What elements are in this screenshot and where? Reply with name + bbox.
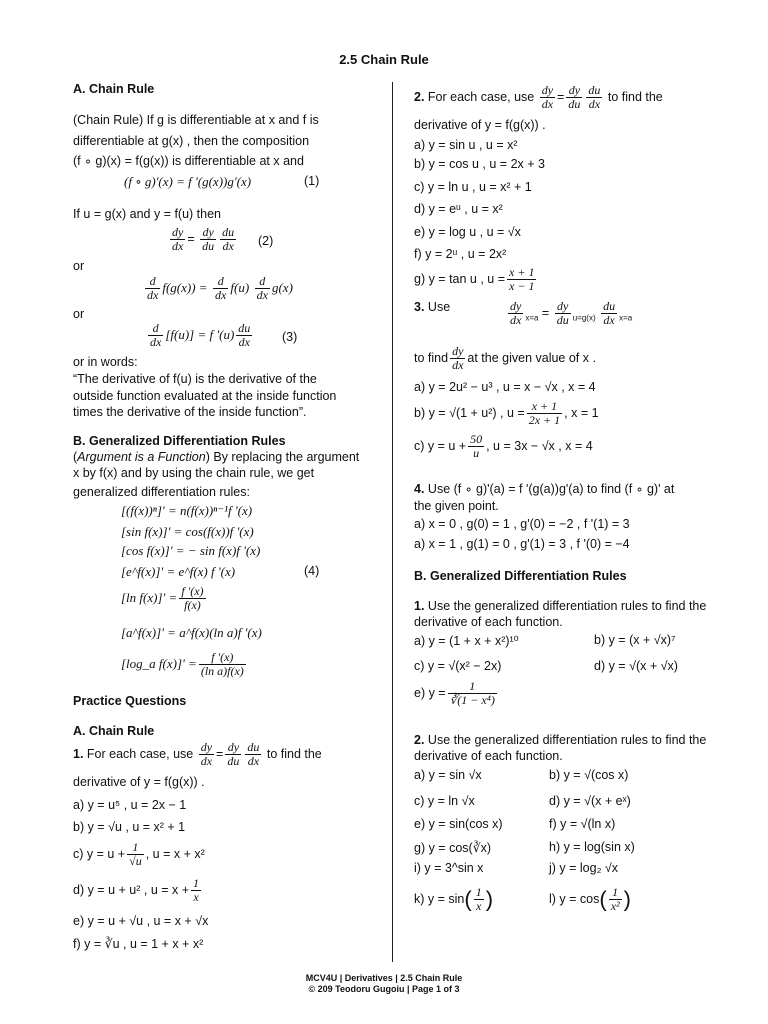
equation-4: $\frac{d}{dx}$ [f(u)] = f '(u) $\frac{du}{dx}$ [150, 321, 251, 349]
practice-q3-formula: $\frac{dy}{dx}$ $_{x=a}$ = $\frac{dy}{du}$ $_{u=g(x)}$ $\frac{du}{dx}$ $_{x=a}$ [510, 299, 633, 327]
practice-q1-item-a: a) y = u⁵ , u = 2x − 1 [73, 798, 187, 812]
equation-1-number: (1) [304, 174, 320, 188]
page-title: 2.5 Chain Rule [339, 52, 429, 67]
quote-line-1: “The derivative of f(u) is the derivative of the [73, 372, 317, 386]
practice-q3-intro-2: to find $\frac{dy}{dx}$ at the given value of x . [414, 344, 596, 372]
rule-log: [log_a f(x)]' = $\frac{f '(x)}{\text{(ln a)f(x)}}$ [121, 650, 244, 678]
practice-q2-item-c: c) y = ln u , u = x² + 1 [414, 180, 532, 194]
generalized-text-line-1: (Argument is a Function) By replacing the argument [73, 450, 360, 464]
practice-b2-intro: 2. Use the generalized differentiation rules to find the [414, 733, 707, 747]
practice-b2-item-i: i) y = 3^sin x [414, 861, 484, 875]
rules-number: (4) [304, 564, 320, 578]
practice-b1-item-c: c) y = √(x² − 2x) [414, 659, 502, 673]
rule-sin: [sin f(x)]' = cos(f(x))f '(x) [121, 524, 254, 539]
equation-3-number: (3) [282, 330, 298, 344]
practice-b2-item-f: f) y = √(ln x) [549, 817, 616, 831]
practice-q2-item-f: f) y = 2ᵘ , u = 2x² [414, 247, 507, 261]
practice-q3-item-a: a) y = 2u² − u³ , u = x − √x , x = 4 [414, 380, 596, 394]
rule-power: [(f(x))ⁿ]' = n(f(x))ⁿ⁻¹f '(x) [121, 503, 253, 518]
practice-q2-item-a: a) y = sin u , u = x² [414, 138, 518, 152]
practice-q2-item-b: b) y = cos u , u = 2x + 3 [414, 157, 545, 171]
chain-rule-line-3: (f ∘ g)(x) = f(g(x)) is differentiable at x and [73, 154, 304, 168]
practice-b2-item-l: l) y = cos( $\frac{1}{\text{x²}}$ ) [549, 885, 631, 913]
practice-b1-item-d: d) y = √(x + √x) [594, 659, 678, 673]
page-footer [0, 973, 768, 995]
practice-q4-intro: 4. Use (f ∘ g)'(a) = f '(g(a))g'(a) to find (f ∘ g)' at [414, 482, 675, 496]
practice-q2-intro-2: derivative of y = f(g(x)) . [414, 118, 546, 132]
rule-cos: [cos f(x)]' = − sin f(x)f '(x) [121, 543, 261, 558]
or-label-1: or [73, 259, 85, 273]
practice-b2-item-h: h) y = log(sin x) [549, 840, 635, 854]
practice-q3-item-c: c) y = u + $\frac{50}{u}$ , u = 3x − √x , x = 4 [414, 432, 593, 460]
footer-line-2: © 209 Teodoru Gugoiu | Page 1 of 3 [308, 984, 460, 994]
practice-b2-item-d: d) y = √(x + eˣ) [549, 794, 631, 808]
section-heading-generalized-rules: B. Generalized Differentiation Rules [73, 434, 286, 448]
in-words-label: or in words: [73, 355, 138, 369]
chain-rule-line-2: differentiable at g(x) , then the composition [73, 134, 310, 148]
or-label-2: or [73, 307, 85, 321]
practice-q2-intro: 2. For each case, use $\frac{dy}{dx}$ = $\frac{dy}{du}$ $\frac{du}{dx}$ to find the [414, 83, 663, 111]
practice-b2-item-c: c) y = ln √x [414, 794, 475, 808]
practice-section-b-heading: B. Generalized Differentiation Rules [414, 569, 627, 583]
generalized-text-line-2: x by f(x) and by using the chain rule, we get [73, 466, 315, 480]
practice-q2-item-e: e) y = log u , u = √x [414, 225, 521, 239]
practice-q2-item-d: d) y = eᵘ , u = x² [414, 202, 503, 216]
equation-1: (f ∘ g)'(x) = f '(g(x))g'(x) [124, 174, 252, 189]
section-heading-chain-rule: A. Chain Rule [73, 82, 155, 96]
practice-q4-item-b: a) x = 1 , g(1) = 0 , g'(1) = 3 , f '(0) = −4 [414, 537, 630, 551]
rule-exp: [e^f(x)]' = e^f(x) f '(x) [121, 564, 236, 579]
practice-b1-intro-2: derivative of each function. [414, 615, 563, 629]
practice-section-a-heading: A. Chain Rule [73, 724, 155, 738]
equation-2-number: (2) [258, 234, 274, 248]
practice-q1-intro: 1. For each case, use $\frac{dy}{dx}$ = $\frac{dy}{du}$ $\frac{du}{dx}$ to find the [73, 740, 322, 768]
equation-3: $\frac{d}{dx}$ f(g(x)) = $\frac{d}{dx}$ f(u) $\frac{d}{dx}$ g(x) [147, 274, 293, 302]
practice-b1-item-b: b) y = (x + √x)⁷ [594, 633, 676, 647]
practice-q1-item-c: c) y = u + $\frac{1}{√u}$ , u = x + x² [73, 840, 205, 868]
quote-line-2: outside function evaluated at the inside function [73, 389, 337, 403]
practice-q2-item-g: g) y = tan u , u = $\frac{x + 1}{x - 1}$ [414, 265, 535, 293]
practice-b1-item-e: e) y = $\frac{1}{\text{∛(1 − x⁴)}}$ [414, 679, 495, 707]
practice-b1-intro: 1. Use the generalized differentiation rules to find the [414, 599, 707, 613]
quote-line-3: times the derivative of the inside function”. [73, 405, 307, 419]
column-divider [392, 82, 393, 962]
practice-heading: Practice Questions [73, 694, 187, 708]
practice-b2-intro-2: derivative of each function. [414, 749, 563, 763]
practice-b2-item-k: k) y = sin( $\frac{1}{x}$ ) [414, 885, 494, 913]
practice-b1-item-a: a) y = (1 + x + x²)¹⁰ [414, 634, 519, 648]
practice-q3-item-b: b) y = √(1 + u²) , u = $\frac{x + 1}{2x + 1}$ , x = 1 [414, 399, 599, 427]
practice-q4-intro-2: the given point. [414, 499, 499, 513]
practice-q1-item-f: f) y = ∛u , u = 1 + x + x² [73, 937, 204, 951]
practice-q4-item-a: a) x = 0 , g(0) = 1 , g'(0) = −2 , f '(1) = 3 [414, 517, 630, 531]
rule-a-power: [a^f(x)]' = a^f(x)(ln a)f '(x) [121, 625, 262, 640]
chain-rule-line-1: (Chain Rule) If g is differentiable at x and f is [73, 113, 319, 127]
equation-2: $\frac{dy}{dx}$ = $\frac{dy}{du}$ $\frac{du}{dx}$ [172, 225, 235, 253]
practice-q1-intro-2: derivative of y = f(g(x)) . [73, 775, 205, 789]
practice-b2-item-b: b) y = √(cos x) [549, 768, 629, 782]
chain-rule-line-5: If u = g(x) and y = f(u) then [73, 207, 221, 221]
practice-q1-item-b: b) y = √u , u = x² + 1 [73, 820, 186, 834]
rule-ln: [ln f(x)]' = $\frac{f '(x)}{f(x)}$ [121, 584, 204, 612]
practice-b2-item-a: a) y = sin √x [414, 768, 482, 782]
generalized-text-line-3: generalized differentiation rules: [73, 485, 250, 499]
practice-q1-item-d: d) y = u + u² , u = x + $\frac{1}{x}$ [73, 876, 200, 904]
practice-b2-item-g: g) y = cos(∛x) [414, 841, 492, 855]
practice-q3-intro: 3. Use [414, 300, 451, 314]
footer-line-1: MCV4U | Derivatives | 2.5 Chain Rule [305, 973, 463, 983]
practice-b2-item-j: j) y = log₂ √x [549, 861, 619, 875]
practice-b2-item-e: e) y = sin(cos x) [414, 817, 503, 831]
practice-q1-item-e: e) y = u + √u , u = x + √x [73, 914, 209, 928]
